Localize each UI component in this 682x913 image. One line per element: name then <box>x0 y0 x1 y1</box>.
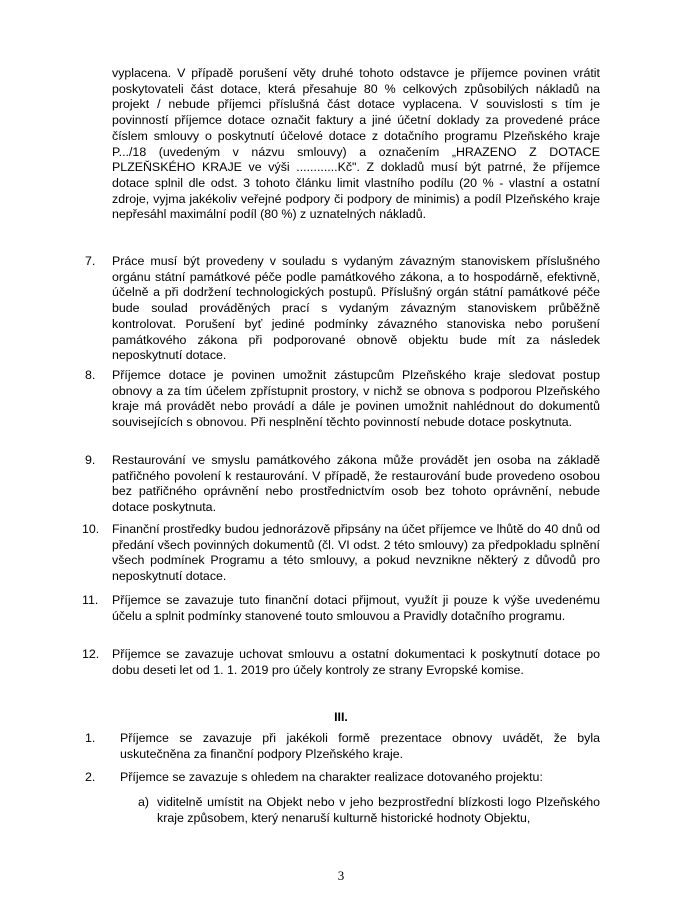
subitem-letter: a) <box>138 795 150 809</box>
item-number: 7. <box>85 254 96 268</box>
item-text: Příjemce dotace je povinen umožnit zástupcům Plzeňského kraje sledovat postup obnovy a za tím účelem zpřístupnit prostory, v nichž se obnova s podporou Plzeňského kraje má provádět nebo provádí a dále je povinen umožnit nahlédnout do dokumentů souvisejících s obnovou. Při nesplnění těchto povinností nebude dotace poskytnuta. <box>112 368 600 430</box>
item-number: 11. <box>82 593 99 607</box>
item-text: Příjemce se zavazuje při jakékoli formě prezentace obnovy uvádět, že byla uskutečněna za finanční podpory Plzeňského kraje. <box>120 731 600 761</box>
item-text: Finanční prostředky budou jednorázově připsány na účet příjemce ve lhůtě do 40 dnů od předání všech povinných dokumentů (čl. VI odst. 2 této smlouvy) za předpokladu splnění všech podmínek Programu a této smlouvy, a pokud nevznikne některý z důvodů pro neposkytnutí dotace. <box>112 522 600 584</box>
continuation-paragraph: vyplacena. V případě porušení věty druhé tohoto odstavce je příjemce povinen vrátit poskytovateli část dotace, která přesahuje 80 % celkových způsobilých nákladů na projekt / nebude příjemci příslušná část dotace vyplacena. V souvislosti s tím je povinností příjemce dotace označit faktury a jiné účetní doklady za provedené práce číslem smlouvy o poskytnutí účelové dotace z dotačního programu Plzeňského kraje P.../18 (uvedeným v názvu smlouvy) a označením „HRAZENO Z DOTACE PLZEŇSKÉHO KRAJE ve výši ............Kč". Z dokladů musí být patrné, že příjemce dotace splnil dle odst. 3 tohoto článku limit vlastního podílu (20 % - vlastní a ostatní zdroje, vyjma jakékoliv veřejné podpory či podpory de minimis) a podíl Plzeňského kraje nepřesáhl maximální podíl (80 %) z uznatelných nákladů. <box>112 66 600 222</box>
item-number: 2. <box>85 770 96 784</box>
item-number: 8. <box>85 368 96 382</box>
item-number: 9. <box>85 453 96 467</box>
item-number: 1. <box>85 731 96 745</box>
subitem-text: viditelně umístit na Objekt nebo v jeho bezprostřední blízkosti logo Plzeňského kraje způsobem, který nenaruší kulturně historické hodnoty Objektu, <box>157 795 600 825</box>
item-number: 12. <box>82 647 100 661</box>
item-text: Příjemce se zavazuje uchovat smlouvu a ostatní dokumentaci k poskytnutí dotace po dobu deseti let od 1. 1. 2019 pro účely kontroly ze strany Evropské komise. <box>112 647 600 677</box>
page-number: 3 <box>337 868 345 883</box>
section-heading: III. <box>334 710 348 724</box>
item-text: Příjemce se zavazuje s ohledem na charakter realizace dotovaného projektu: <box>120 770 543 784</box>
item-text: Příjemce se zavazuje tuto finanční dotaci přijmout, využít ji pouze k výše uvedenému účelu a splnit podmínky stanovené touto smlouvou a Pravidly dotačního programu. <box>112 593 600 623</box>
item-text: Práce musí být provedeny v souladu s vydaným závazným stanoviskem příslušného orgánu státní památkové péče podle památkového zákona, a to hospodárně, efektivně, účelně a při dodržení technologických postupů. Příslušný orgán státní památkové péče bude soulad prováděných prací s vydaným závazným stanoviskem průběžně kontrolovat. Porušení byť jediné podmínky závazného stanoviska nebo porušení památkového zákona při podporované obnově objektu bude mít za následek neposkytnutí dotace. <box>112 254 600 363</box>
item-text: Restaurování ve smyslu památkového zákona může provádět jen osoba na základě patřičného povolení k restaurování. V případě, že restaurování bude provedeno osobou bez patřičného oprávnění nebo prostřednictvím osob bez tohoto oprávnění, nebude dotace poskytnuta. <box>112 453 600 515</box>
item-number: 10. <box>82 522 100 536</box>
